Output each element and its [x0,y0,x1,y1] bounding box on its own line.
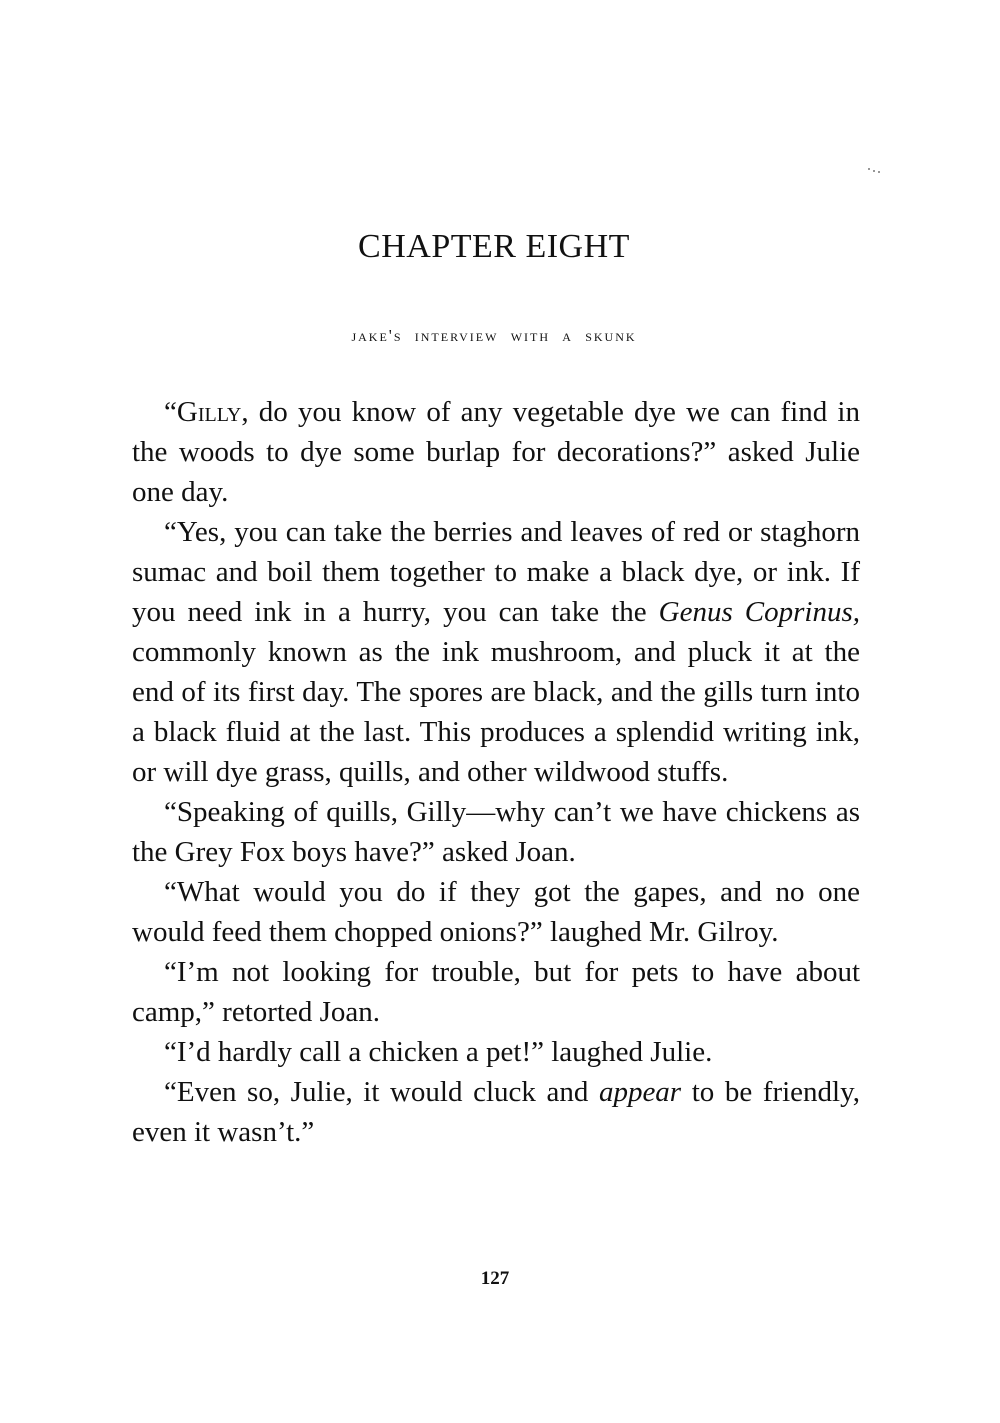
print-speck [868,168,884,174]
italic-text: appear [598,1076,682,1108]
paragraph [132,872,860,952]
paragraph-text: commonly known as the ink mushroom, and pluck it at the end of its first day. The spores are black, and the gills turn into a black fluid at the last. This produces a splendid writing ink, or will dye grass, quills, and other wildwood stuffs. [132,636,860,788]
chapter-title: CHAPTER EIGHT [358,228,630,265]
paragraph [132,512,860,792]
chapter-subtitle: jake's interview with a skunk [351,326,637,345]
paragraph-text: “Even so, Julie, it would cluck and [164,1076,599,1108]
paragraph-lead: “Gilly, [164,396,249,428]
paragraph-text: “I’d hardly call a chicken a pet!” laughed Julie. [164,1036,713,1068]
italic-text: Genus Coprinus, [658,596,860,628]
page-number: 127 [480,1268,510,1289]
paragraph-text: to be friendly, even it wasn’t.” [132,1076,860,1148]
paragraph [132,792,860,872]
paragraph-text: “I’m not looking for trouble, but for pets to have about camp,” retorted Joan. [132,956,860,1028]
paragraph-text: “Speaking of quills, Gilly—why can’t we have chickens as the Grey Fox boys have?” asked Joan. [132,796,860,868]
paragraph-text: “What would you do if they got the gapes, and no one would feed them chopped onions?” laughed Mr. Gilroy. [132,876,860,948]
paragraph [132,1032,860,1072]
body-text [132,392,860,1152]
paragraph [132,1072,860,1152]
paragraph [132,392,860,512]
paragraph [132,952,860,1032]
paragraph-text: do you know of any vegetable dye we can find in the woods to dye some burlap for decorations?” asked Julie one day. [132,396,860,508]
paragraph-text: “Yes, you can take the berries and leaves of red or staghorn sumac and boil them together to make a black dye, or ink. If you need ink in a hurry, you can take the [132,516,860,628]
